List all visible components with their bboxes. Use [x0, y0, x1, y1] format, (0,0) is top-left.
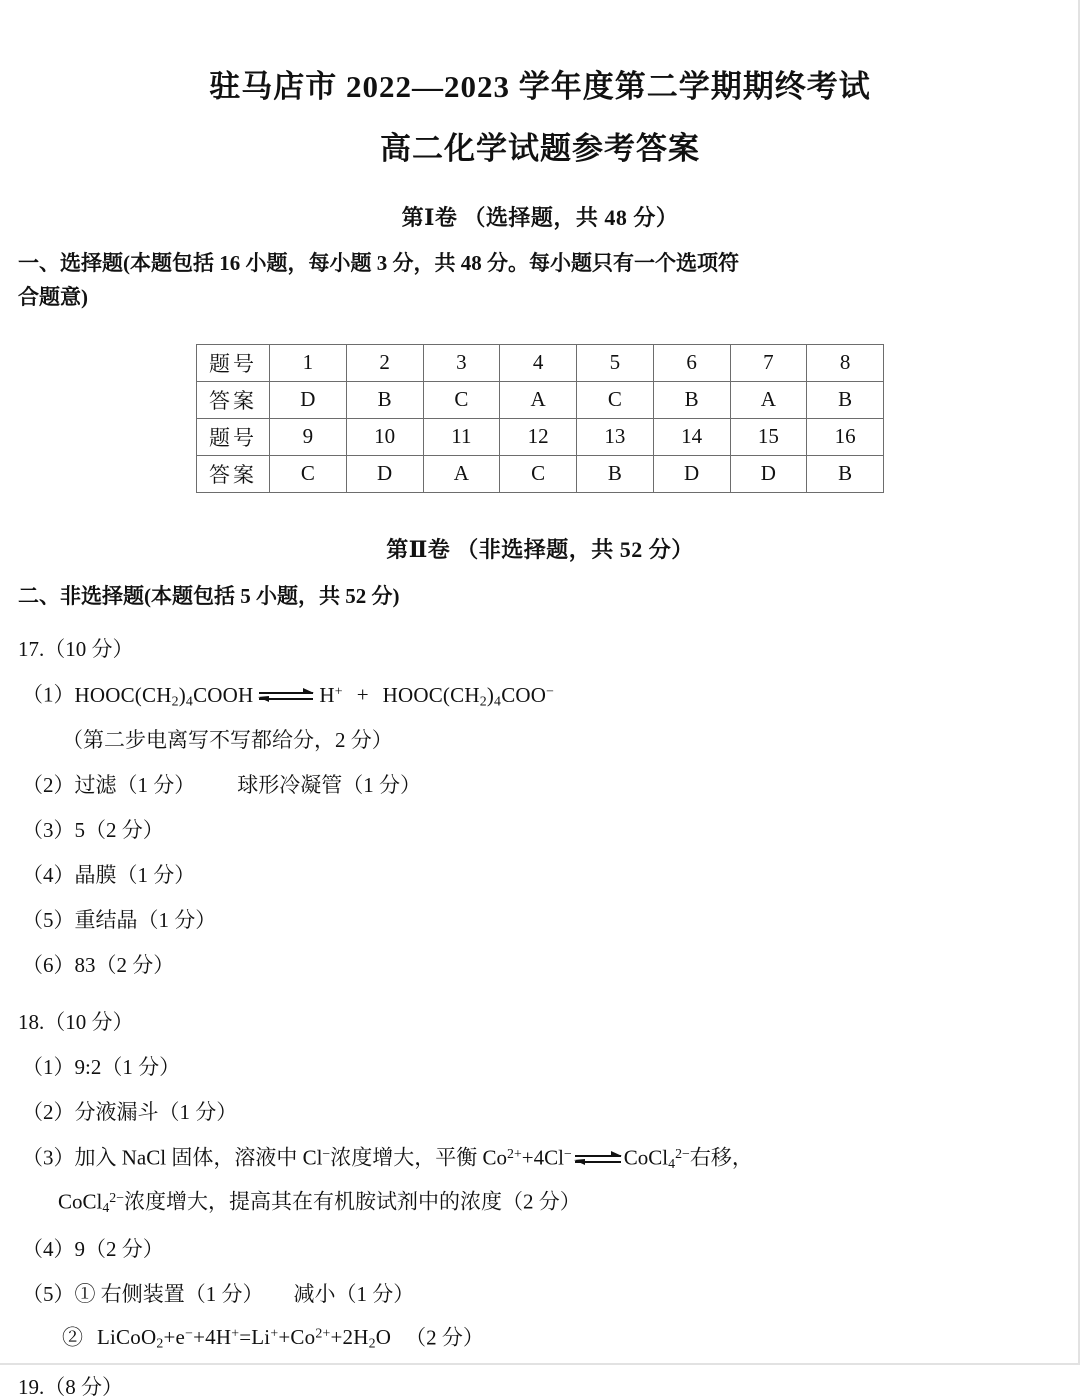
question-number-cell: 5	[577, 344, 654, 381]
formula-text: +e	[163, 1324, 186, 1349]
formula-sup: 2−	[109, 1189, 125, 1205]
answer-cell: D	[270, 381, 347, 418]
formula-text: COO	[501, 682, 547, 707]
multiple-choice-answer-table	[196, 344, 884, 493]
answer-cell: B	[653, 381, 730, 418]
formula-text: )	[178, 682, 186, 707]
question-17-number: 17.（10 分）	[18, 637, 134, 662]
question-number-cell: 15	[730, 418, 807, 455]
question-number-cell: 13	[577, 418, 654, 455]
formula-text: =Li	[239, 1324, 271, 1349]
answer-cell: D	[730, 455, 807, 492]
question-19-number: 19.（8 分）	[18, 1375, 123, 1399]
formula-text: LiCoO	[97, 1324, 157, 1349]
answer-cell: A	[730, 381, 807, 418]
equilibrium-arrow-icon	[259, 689, 313, 705]
formula-sup: −	[563, 1145, 572, 1161]
question-18-part-5-2	[0, 1305, 1080, 1351]
part-label: （1）	[22, 682, 75, 707]
question-number-cell: 14	[653, 418, 730, 455]
formula-sup: −	[185, 1325, 194, 1341]
document-subtitle: 高二化学试题参考答案	[380, 130, 700, 166]
formula-text: H	[319, 682, 335, 707]
answer-cell: B	[577, 455, 654, 492]
sub-item-marker: ②	[62, 1324, 83, 1349]
question-number-cell: 2	[346, 344, 423, 381]
answer-text: CoCl	[58, 1189, 103, 1214]
question-18-part-5	[0, 1260, 1080, 1305]
formula-sup: 2−	[675, 1145, 690, 1161]
formula-sub: 4	[102, 1199, 110, 1215]
question-18-part-3	[0, 1123, 1080, 1171]
answer-cell: D	[653, 455, 730, 492]
formula-text: +4H	[193, 1324, 232, 1349]
question-number-cell: 11	[423, 418, 500, 455]
formula-text: +Co	[278, 1324, 316, 1349]
question-number-cell: 6	[653, 344, 730, 381]
answer-text: CoCl	[623, 1145, 669, 1170]
formula-sup: 2+	[315, 1325, 331, 1341]
row-header-answer-1: 答案	[197, 381, 270, 418]
answer-cell: B	[807, 455, 884, 492]
answer-text: 浓度增大，提高其在有机胺试剂中的浓度（2 分）	[124, 1189, 581, 1214]
question-number-cell: 16	[807, 418, 884, 455]
formula-sub: 4	[668, 1155, 676, 1171]
formula-sub: 2	[156, 1335, 164, 1351]
question-18-part-2: （2）分液漏斗（1 分）	[22, 1099, 238, 1124]
answer-text: 右移，	[689, 1145, 753, 1170]
answer-text: 浓度增大，平衡 Co	[330, 1145, 508, 1170]
question-number-cell: 3	[423, 344, 500, 381]
row-header-answer-2: 答案	[197, 455, 270, 492]
formula-sup: 2+	[507, 1145, 522, 1161]
table-row	[197, 455, 884, 492]
formula-sub: 2	[479, 693, 487, 709]
question-number-cell: 1	[270, 344, 347, 381]
question-17-part-2-b: 球形冷凝管（1 分）	[237, 772, 421, 797]
question-18-part-4: （4）9（2 分）	[22, 1236, 164, 1261]
question-18-part-3-line2	[0, 1171, 1080, 1215]
question-18-number: 18.（10 分）	[18, 1009, 134, 1034]
question-17-part-5: （5）重结晶（1 分）	[22, 907, 217, 932]
row-header-question-2: 题号	[197, 418, 270, 455]
question-number-cell: 10	[346, 418, 423, 455]
formula-sub: 2	[171, 693, 179, 709]
question-17-part-1	[0, 660, 1080, 708]
table-row	[197, 344, 884, 381]
formula-sup: +	[270, 1325, 279, 1341]
paper1-instruction-line1: 一、选择题(本题包括 16 小题，每小题 3 分，共 48 分。每小题只有一个选项符	[18, 250, 739, 275]
question-number-cell: 8	[807, 344, 884, 381]
formula-text: COOH	[193, 682, 254, 707]
question-17-part-6: （6）83（2 分）	[22, 952, 175, 977]
table-row	[197, 418, 884, 455]
answer-cell: A	[500, 381, 577, 418]
paper1-heading: 第Ⅰ卷 （选择题，共 48 分）	[401, 204, 679, 230]
question-17-part-2	[0, 751, 1080, 796]
table-row	[197, 381, 884, 418]
formula-sub: 2	[368, 1335, 376, 1351]
paper2-instruction: 二、非选择题(本题包括 5 小题，共 52 分)	[18, 583, 400, 608]
question-number-cell: 7	[730, 344, 807, 381]
question-17-part-3: （3）5（2 分）	[22, 817, 164, 842]
question-18-part-5-a: （5）① 右侧装置（1 分）	[22, 1281, 264, 1306]
answer-text: +4Cl	[521, 1145, 564, 1170]
formula-text: +2H	[330, 1324, 369, 1349]
question-17-part-2-a: （2）过滤（1 分）	[22, 772, 196, 797]
formula-text: )	[486, 682, 495, 707]
formula-sup: +	[334, 683, 343, 699]
answer-cell: D	[346, 455, 423, 492]
plus-sign: +	[356, 682, 369, 707]
paper2-heading: 第Ⅱ卷 （非选择题，共 52 分）	[386, 536, 694, 562]
formula-sup: +	[231, 1325, 240, 1341]
document-title: 驻马店市 2022—2023 学年度第二学期期终考试	[209, 69, 871, 104]
paper1-instruction-line2: 合题意)	[18, 284, 88, 309]
question-18-part-5-b: 减小（1 分）	[293, 1281, 415, 1306]
answer-table-wrapper	[0, 314, 1080, 493]
answer-cell: B	[346, 381, 423, 418]
answer-cell: C	[423, 381, 500, 418]
question-18-part-1: （1）9:2（1 分）	[22, 1054, 181, 1079]
formula-text: HOOC(CH	[74, 682, 172, 707]
answer-cell: C	[500, 455, 577, 492]
equilibrium-arrow-icon	[575, 1152, 621, 1168]
formula-sub: 4	[494, 693, 502, 709]
question-number-cell: 9	[270, 418, 347, 455]
question-number-cell: 4	[500, 344, 577, 381]
answer-cell: B	[807, 381, 884, 418]
question-17-part-4: （4）晶膜（1 分）	[22, 862, 196, 887]
formula-sub: 4	[185, 693, 194, 709]
row-header-question-1: 题号	[197, 344, 270, 381]
paper1-instruction	[0, 232, 1080, 314]
formula-text: HOOC(CH	[382, 682, 480, 707]
answer-cell: A	[423, 455, 500, 492]
formula-sup: −	[546, 683, 555, 699]
answer-text: （3）加入 NaCl 固体，溶液中 Cl	[22, 1145, 323, 1170]
formula-sup: −	[322, 1145, 331, 1161]
question-17-part-1-note: （第二步电离写不写都给分，2 分）	[62, 727, 393, 752]
answer-cell: C	[270, 455, 347, 492]
question-number-cell: 12	[500, 418, 577, 455]
formula-text: O	[375, 1324, 392, 1349]
score-text: （2 分）	[405, 1324, 484, 1349]
answer-cell: C	[577, 381, 654, 418]
